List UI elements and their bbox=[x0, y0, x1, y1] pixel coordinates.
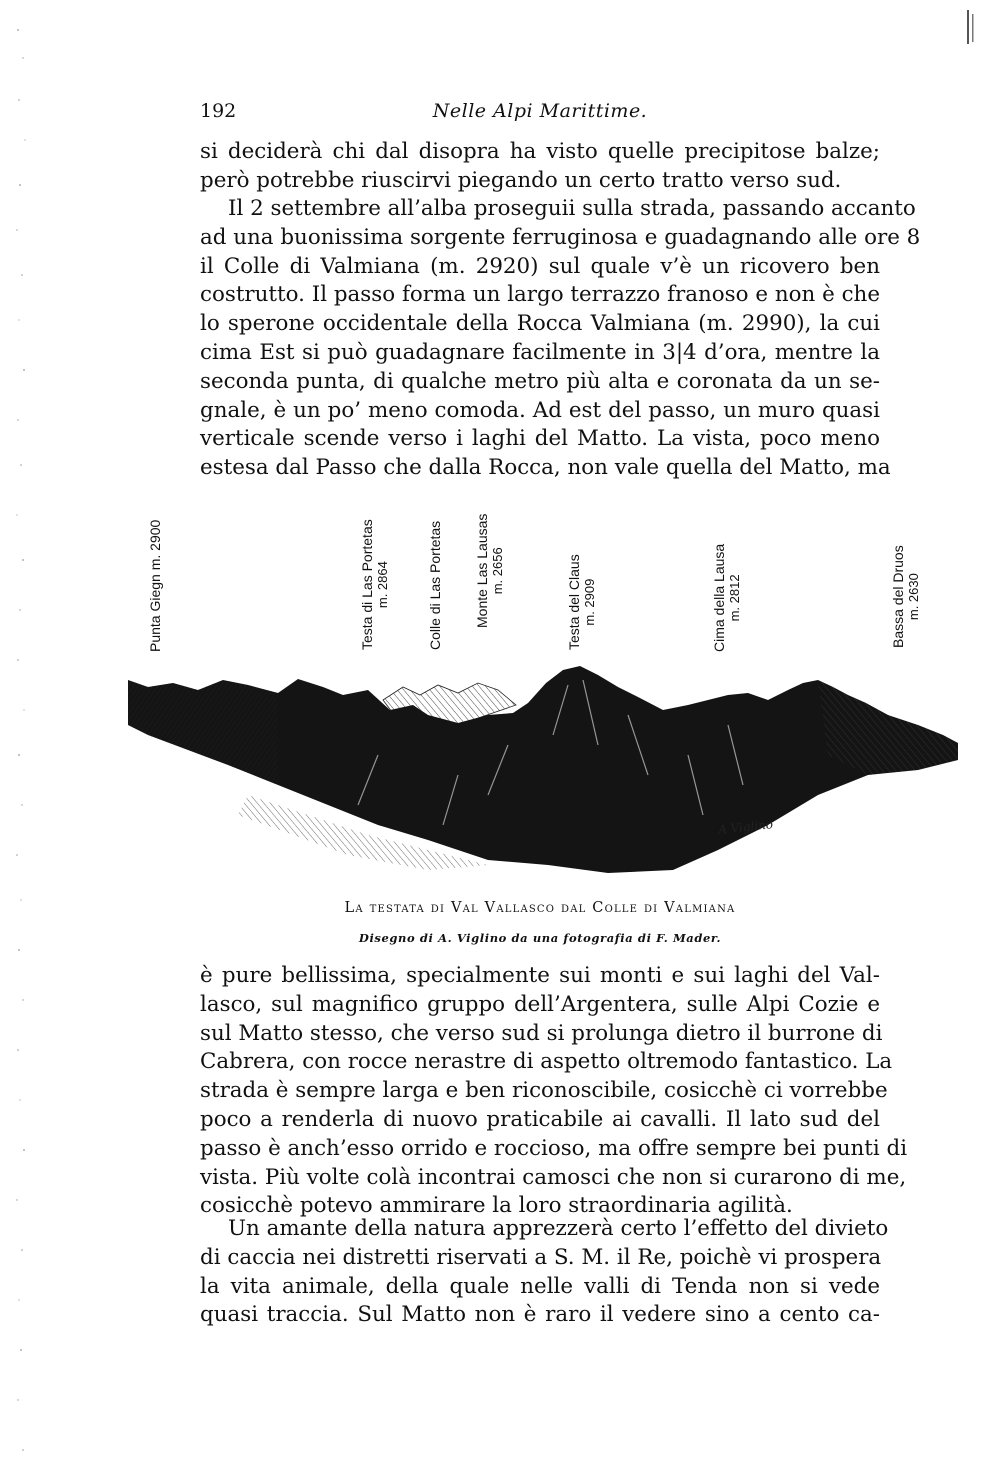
peak-name: Cima della Lausa bbox=[711, 543, 727, 652]
text-line: però potrebbe riuscirvi piegando un certo tratto verso sud. bbox=[200, 167, 842, 193]
text-line: gnale, è un po’ meno comoda. Ad est del passo, un muro quasi bbox=[200, 397, 880, 423]
text-line: cima Est si può guadagnare facilmente in 3|4 d’ora, mentre la bbox=[200, 339, 880, 365]
text-line: il Colle di Valmiana (m. 2920) sul quale v’è un ricovero ben bbox=[200, 253, 880, 279]
page-number: 192 bbox=[200, 100, 237, 122]
figure-caption: La testata di Val Vallasco dal Colle di Valmiana bbox=[344, 900, 736, 916]
text-line: la vita animale, della quale nelle valli di Tenda non si vede bbox=[200, 1273, 880, 1299]
scan-edge-dots bbox=[14, 10, 30, 1470]
peak-name: Testa del Claus bbox=[566, 554, 582, 650]
text-line: Un amante della natura apprezzerà certo l’effetto del divieto bbox=[228, 1216, 889, 1241]
text-line: ad una buonissima sorgente ferruginosa e guadagnando alle ore 8 bbox=[200, 224, 921, 250]
text-line: Cabrera, con rocce nerastre di aspetto oltremodo fantastico. La bbox=[200, 1049, 893, 1075]
peak-elevation: m. 2656 bbox=[490, 547, 505, 595]
peak-name: Monte Las Lausas bbox=[474, 513, 490, 628]
peak-label-testa-las-portetas bbox=[360, 519, 390, 650]
illustrator-signature: A Viglino bbox=[717, 817, 774, 837]
peak-name: Colle di Las Portetas bbox=[427, 520, 443, 650]
peak-elevation: m. 2812 bbox=[727, 574, 742, 622]
paragraph-2 bbox=[200, 195, 921, 483]
peak-elevation: m. 2909 bbox=[582, 578, 597, 626]
paragraph-4 bbox=[200, 1215, 889, 1330]
peak-elevation: m. 2864 bbox=[375, 561, 390, 609]
text-line: quasi traccia. Sul Matto non è raro il vedere sino a cento ca- bbox=[200, 1302, 880, 1328]
peak-label-bassa-del-druos bbox=[891, 545, 921, 648]
text-line: cosicchè potevo ammirare la loro straordinaria agilità. bbox=[200, 1193, 793, 1219]
text-line: poco a renderla di nuovo praticabile ai cavalli. Il lato sud del bbox=[200, 1106, 880, 1132]
text-line: costrutto. Il passo forma un largo terrazzo franoso e non è che bbox=[200, 282, 880, 308]
text-line: di caccia nei distretti riservati a S. M. il Re, poichè vi prospera bbox=[200, 1244, 882, 1270]
text-line: passo è anch’esso orrido e roccioso, ma offre sempre bei punti di bbox=[200, 1135, 908, 1161]
text-line: verticale scende verso i laghi del Matto. La vista, poco meno bbox=[200, 426, 880, 452]
running-head bbox=[200, 100, 880, 128]
text-line: è pure bellissima, specialmente sui monti e sui laghi del Val- bbox=[200, 963, 880, 988]
peak-label-cima-della-lausa bbox=[712, 544, 742, 652]
peak-label-monte-las-lausas bbox=[475, 514, 505, 628]
peak-label-testa-del-claus bbox=[567, 554, 597, 650]
figure-credit: Disegno di A. Viglino da una fotografia di F. Mader. bbox=[358, 931, 722, 945]
mountain-panorama-illustration bbox=[128, 665, 958, 875]
peak-label-punta-giegn bbox=[148, 520, 163, 652]
peak-name: Bassa del Druos bbox=[890, 545, 906, 648]
peak-label-colle-las-portetas bbox=[428, 521, 443, 650]
text-line: lasco, sul magnifico gruppo dell’Argentera, sulle Alpi Cozie e bbox=[200, 991, 880, 1017]
peak-elevation: m. 2630 bbox=[906, 573, 921, 621]
text-line: si deciderà chi dal disopra ha visto quelle precipitose balze; bbox=[200, 139, 880, 164]
text-line: Il 2 settembre all’alba proseguii sulla strada, passando accanto bbox=[228, 196, 916, 221]
scan-corner-marks bbox=[965, 8, 977, 48]
text-line: vista. Più volte colà incontrai camosci che non si curarono di me, bbox=[200, 1164, 907, 1190]
running-title: Nelle Alpi Marittime. bbox=[432, 100, 648, 122]
paragraph-1 bbox=[200, 138, 880, 196]
text-line: sul Matto stesso, che verso sud si prolunga dietro il burrone di bbox=[200, 1020, 883, 1046]
peak-name: Punta Giegn m. 2900 bbox=[147, 519, 163, 652]
peak-name: Testa di Las Portetas bbox=[359, 519, 375, 650]
text-line: lo sperone occidentale della Rocca Valmiana (m. 2990), la cui bbox=[200, 311, 880, 337]
paragraph-3 bbox=[200, 962, 908, 1221]
text-line: estesa dal Passo che dalla Rocca, non vale quella del Matto, ma bbox=[200, 455, 891, 481]
text-line: strada è sempre larga e ben riconoscibile, cosicchè ci vorrebbe bbox=[200, 1078, 888, 1104]
text-line: seconda punta, di qualche metro più alta e coronata da un se- bbox=[200, 368, 880, 394]
